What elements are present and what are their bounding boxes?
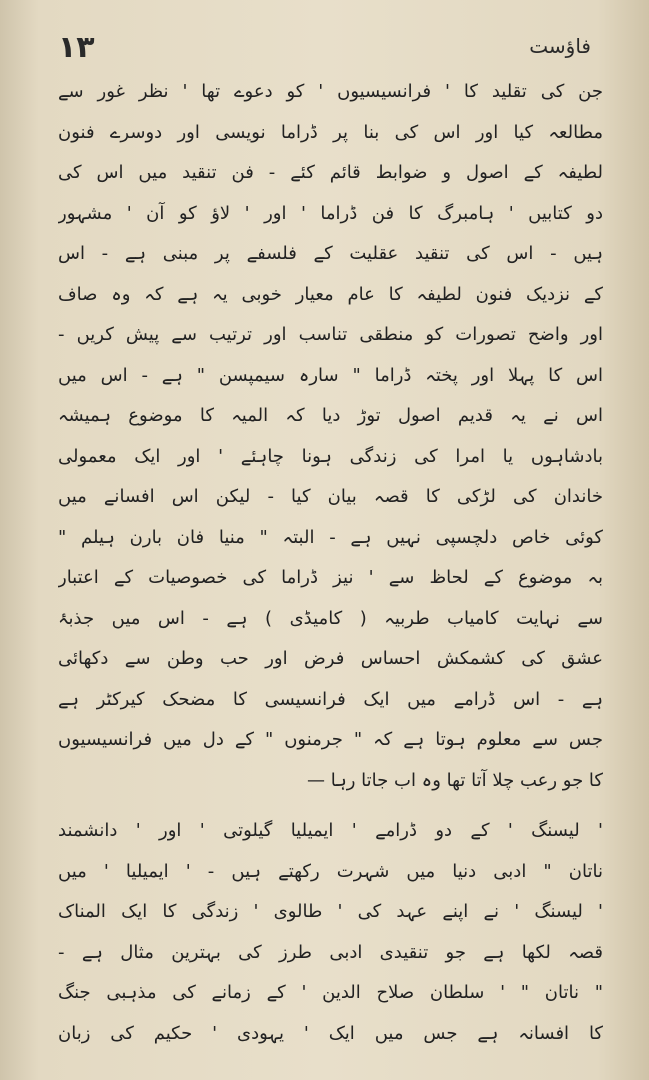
text-line: ' لیسنگ ' کے دو ڈرامے ' ایمیلیا گیلوتی ' اور ' دانشمند <box>58 820 603 841</box>
text-line: بہ موضوع کے لحاظ سے ' نیز ڈراما کی خصوصیات کے اعتبار <box>58 567 603 588</box>
text-line: کا جو رعب چلا آتا تھا وہ اب جاتا رہا — <box>307 769 603 791</box>
text-line: اس کا پہلا اور پختہ ڈراما " سارہ سیمپسن " ہے - اس میں <box>58 364 603 386</box>
text-line: جس سے معلوم ہوتا ہے کہ " جرمنوں " کے دل میں فرانسیسیوں <box>58 729 603 750</box>
page-number: ۱۳ <box>58 30 95 65</box>
text-line: ہے - اس ڈرامے میں ایک فرانسیسی کا مضحک کیرکٹر ہے <box>58 688 603 710</box>
text-line: بادشاہوں یا امرا کی زندگی ہونا چاہئے ' اور ایک معمولی <box>58 445 603 467</box>
text-line: کوئی خاص دلچسپی نہیں ہے - البتہ " منیا فان بارن ہیلم " <box>58 526 603 548</box>
paragraph-2 <box>58 811 603 1054</box>
text-line: کے نزدیک فنون لطیفہ کا عام معیار خوبی یہ ہے کہ وہ صاف <box>58 283 603 305</box>
text-line: خاندان کی لڑکی کا قصہ بیان کیا - لیکن اس افسانے میں <box>58 486 603 507</box>
text-line: جن کی تقلید کا ' فرانسیسیوں ' کو دعوے تھا ' نظر غور سے <box>58 81 603 102</box>
text-line: اور واضح تصورات کو منطقی تناسب اور ترتیب سے پیش کریں - <box>58 324 603 345</box>
text-line: کا افسانہ ہے جس میں ایک ' یہودی ' حکیم کی زبان <box>58 1022 603 1044</box>
paragraph-gap <box>58 801 603 811</box>
text-line: ' لیسنگ ' نے اپنے عہد کی ' طالوی ' زندگی کا ایک المناک <box>58 901 603 922</box>
text-line: لطیفہ کے اصول و ضوابط قائم کئے - فن تنقید میں اس کی <box>58 162 603 183</box>
body-text <box>58 72 603 1054</box>
text-line: سے نہایت کامیاب طربیہ ( کامیڈی ) ہے - اس میں جذبۂ <box>58 607 603 629</box>
text-line: اس نے یہ قدیم اصول توڑ دیا کہ المیہ کا موضوع ہمیشہ <box>58 405 603 426</box>
text-line: مطالعہ کیا اور اس کی بنا پر ڈراما نویسی اور دوسرے فنون <box>58 121 603 143</box>
page-header <box>58 30 591 70</box>
text-line: ہیں - اس کی تنقید عقلیت کے فلسفے پر مبنی ہے - اس <box>58 243 603 264</box>
text-line: ناتان " ادبی دنیا میں شہرت رکھتے ہیں - ' ایمیلیا ' میں <box>58 860 603 882</box>
running-title: فاؤست <box>529 34 591 58</box>
text-line: " ناتان " ' سلطان صلاح الدین ' کے زمانے کی مذہبی جنگ <box>58 982 603 1003</box>
text-line: دو کتابیں ' ہامبرگ کا فن ڈراما ' اور ' لاؤ کو آن ' مشہور <box>58 202 603 224</box>
text-line: عشق کی کشمکش احساس فرض اور حب وطن سے دکھائی <box>58 648 603 669</box>
text-line: قصہ لکھا ہے جو تنقیدی ادبی طرز کی بہترین مثال ہے - <box>58 941 603 963</box>
paragraph-1 <box>58 72 603 801</box>
